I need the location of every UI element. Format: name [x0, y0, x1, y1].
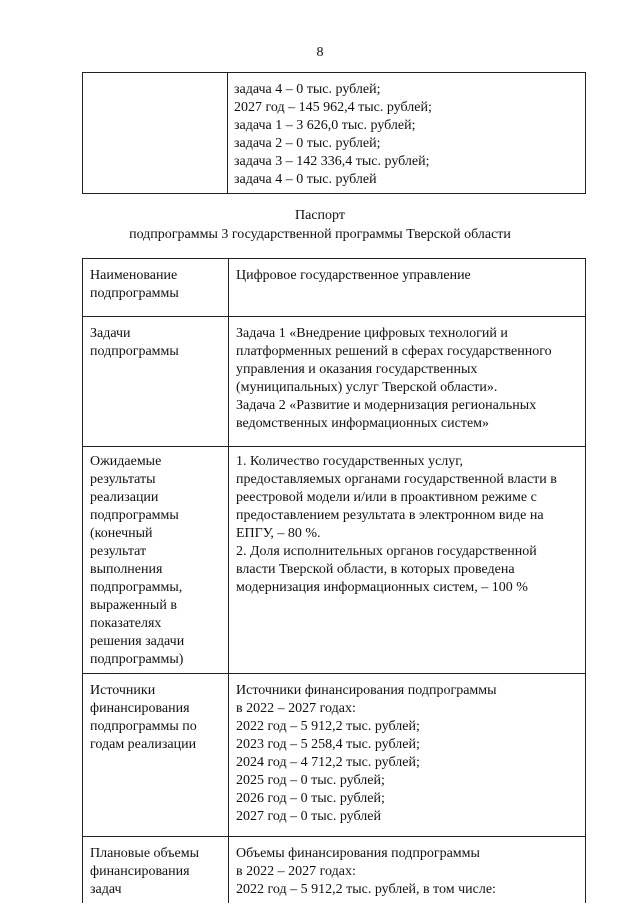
label-line: результат: [90, 544, 147, 559]
value-line: ЕПГУ, – 80 %.: [236, 526, 321, 541]
value-line: Задача 2 «Развитие и модернизация региональных: [236, 398, 537, 413]
value-cell: [229, 317, 586, 447]
continuation-line: задача 4 – 0 тыс. рублей: [234, 172, 377, 187]
value-line: 2025 год – 0 тыс. рублей;: [236, 773, 385, 788]
label-cell: [83, 259, 229, 317]
value-line: Задача 1 «Внедрение цифровых технологий и: [236, 326, 508, 341]
continuation-line: задача 1 – 3 626,0 тыс. рублей;: [234, 118, 416, 133]
label-line: решения задачи: [90, 634, 185, 649]
value-line: предоставляемых органами государственной власти в: [236, 472, 557, 487]
label-line: задач: [90, 882, 122, 897]
label-line: Задачи: [90, 326, 131, 341]
label-line: показателях: [90, 616, 162, 631]
value-cell: [229, 837, 586, 904]
label-line: реализации: [90, 490, 159, 505]
value-line: управления и оказания государственных: [236, 362, 478, 377]
label-line: (конечный: [90, 526, 153, 541]
passport-heading: [0, 206, 640, 244]
value-line: 2022 год – 5 912,2 тыс. рублей, в том числе:: [236, 882, 496, 897]
continuation-line: задача 2 – 0 тыс. рублей;: [234, 136, 381, 151]
continuation-row: [83, 73, 586, 194]
continuation-label-cell: [83, 73, 228, 194]
continuation-line: задача 3 – 142 336,4 тыс. рублей;: [234, 154, 430, 169]
value-line: (муниципальных) услуг Тверской области».: [236, 380, 498, 395]
value-line: власти Тверской области, в которых проведена: [236, 562, 515, 577]
continuation-line: 2027 год – 145 962,4 тыс. рублей;: [234, 100, 432, 115]
label-line: выраженный в: [90, 598, 177, 613]
value-cell: [229, 259, 586, 317]
label-line: подпрограммы,: [90, 580, 183, 595]
value-line: Источники финансирования подпрограммы: [236, 683, 497, 698]
row-expected-results: [83, 447, 586, 674]
passport-title: Паспорт: [295, 208, 345, 223]
value-line: модернизация информационных систем, – 100 %: [236, 580, 528, 595]
value-line: 2026 год – 0 тыс. рублей;: [236, 791, 385, 806]
label-cell: [83, 674, 229, 837]
label-cell: [83, 837, 229, 904]
continuation-value-cell: [228, 73, 586, 194]
continuation-table: [82, 72, 586, 194]
continuation-line: задача 4 – 0 тыс. рублей;: [234, 82, 381, 97]
label-line: подпрограммы: [90, 508, 179, 523]
label-line: выполнения: [90, 562, 163, 577]
label-line: финансирования: [90, 864, 190, 879]
value-line: 2022 год – 5 912,2 тыс. рублей;: [236, 719, 420, 734]
label-line: годам реализации: [90, 737, 197, 752]
value-line: Объемы финансирования подпрограммы: [236, 846, 480, 861]
row-planned-volumes: [83, 837, 586, 904]
value-line: предоставлением результата в электронном виде на: [236, 508, 544, 523]
label-line: Ожидаемые: [90, 454, 162, 469]
row-subprogram-name: [83, 259, 586, 317]
page-number: 8: [316, 45, 324, 60]
label-cell: [83, 317, 229, 447]
label-line: подпрограммы: [90, 344, 179, 359]
label-line: результаты: [90, 472, 156, 487]
row-funding-sources: [83, 674, 586, 837]
value-line: Цифровое государственное управление: [236, 268, 471, 283]
label-cell: [83, 447, 229, 674]
value-cell: [229, 447, 586, 674]
value-line: реестровой модели и/или в проактивном режиме с: [236, 490, 537, 505]
value-line: 2027 год – 0 тыс. рублей: [236, 809, 381, 824]
value-line: 2. Доля исполнительных органов государственной: [236, 544, 537, 559]
label-line: подпрограммы: [90, 286, 179, 301]
label-line: Источники: [90, 683, 156, 698]
value-line: 1. Количество государственных услуг,: [236, 454, 463, 469]
value-line: в 2022 – 2027 годах:: [236, 701, 356, 716]
value-line: 2024 год – 4 712,2 тыс. рублей;: [236, 755, 420, 770]
passport-subtitle: подпрограммы 3 государственной программы Тверской области: [129, 227, 511, 242]
value-line: в 2022 – 2027 годах:: [236, 864, 356, 879]
value-line: ведомственных информационных систем»: [236, 416, 490, 431]
label-line: подпрограммы по: [90, 719, 197, 734]
value-line: 2023 год – 5 258,4 тыс. рублей;: [236, 737, 420, 752]
label-line: Наименование: [90, 268, 178, 283]
row-subprogram-tasks: [83, 317, 586, 447]
label-line: подпрограммы): [90, 652, 184, 667]
label-line: Плановые объемы: [90, 846, 200, 861]
value-cell: [229, 674, 586, 837]
passport-table: [82, 258, 586, 903]
value-line: платформенных решений в сферах государственного: [236, 344, 552, 359]
label-line: финансирования: [90, 701, 190, 716]
